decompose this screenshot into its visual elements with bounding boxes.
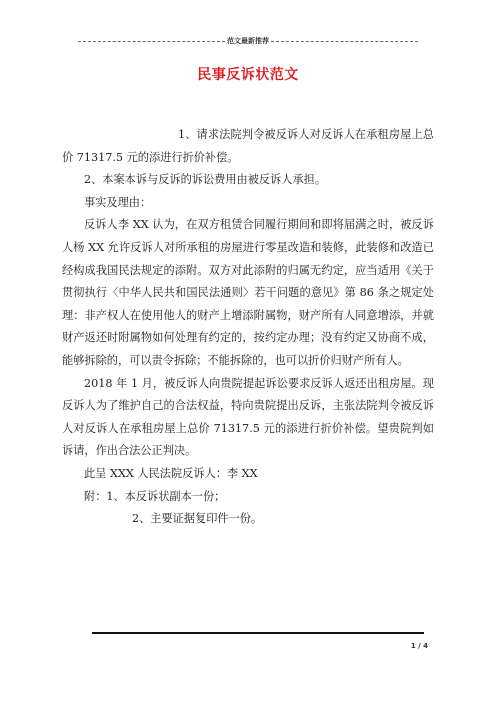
- paragraph-facts: 反诉人李 XX 认为，在双方租赁合同履行期间和即将届满之时，被反诉人杨 XX 允许反诉人对所承租的房屋进行零星改造和装修，此装修和改造已经构成我国民法规定的添附。双方对此添附的归属无约定，应当适用《关于贯彻执行〈中华人民共和国民法通则〉若干问题的意见》第 86 条之规定处理：非产权人在使用他人的财产上增添附属物，财产所有人同意增添，并就财产返还时附属物如何处理有约定的，按约定办理；没有约定又协商不成，能够拆除的，可以责令拆除；不能拆除的，也可以折价归财产所有人。: [62, 218, 434, 367]
- page-header: [78, 34, 418, 48]
- header-dashes-right: [271, 41, 418, 42]
- paragraph-reasons-heading: 事实及理由：: [84, 195, 152, 209]
- page-number: 1 / 4: [410, 642, 428, 650]
- paragraph-attachment-1: 附：1、本反诉状副本一份；: [84, 489, 226, 503]
- paragraph-request-1: 1、请求法院判令被反诉人对反诉人在承租房屋上总价 71317.5 元的添进行折价补偿。: [62, 128, 434, 164]
- footer-rule: [92, 632, 424, 634]
- header-label: 范文最新推荐: [227, 37, 269, 45]
- paragraph-attachment-2: 2、主要证据复印件一份。: [132, 512, 263, 526]
- paragraph-submission: 此呈 XXX 人民法院反诉人：李 XX: [84, 466, 258, 480]
- paragraph-request-2: 2、本案本诉与反诉的诉讼费用由被反诉人承担。: [84, 173, 327, 187]
- paragraph-lawsuit: 2018 年 1 月，被反诉人向贵院提起诉讼要求反诉人返还出租房屋。现反诉人为了维护自己的合法权益，特向贵院提出反诉，主张法院判令被反诉人对反诉人在承租房屋上总价 71317.5 元的添进行折价补偿。望贵院判如诉请，作出合法公正判决。: [62, 376, 434, 458]
- document-title: 民事反诉状范文: [197, 67, 299, 83]
- document-body: [62, 124, 434, 531]
- header-dashes-left: [78, 41, 225, 42]
